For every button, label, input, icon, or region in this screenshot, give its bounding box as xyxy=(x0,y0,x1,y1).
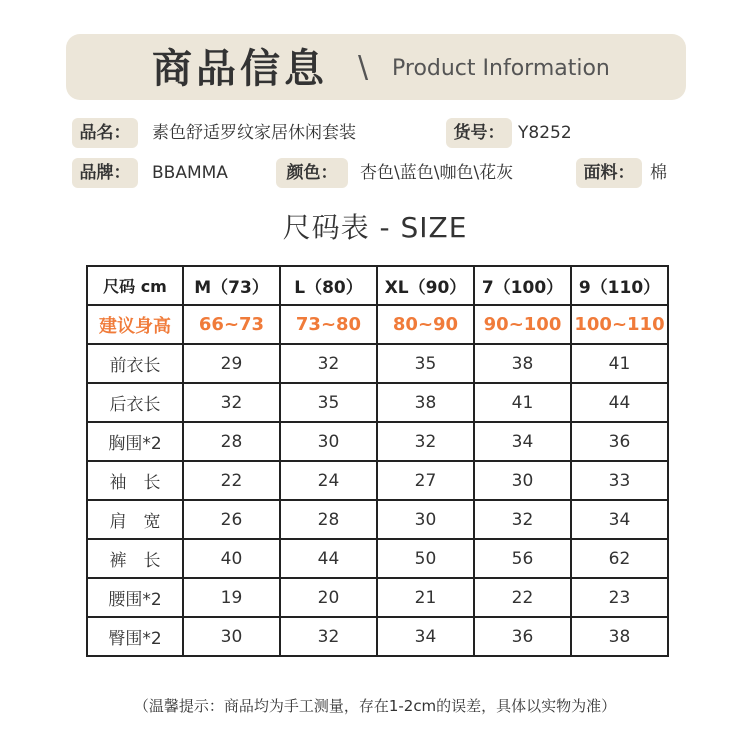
table-cell: 62 xyxy=(571,539,668,578)
table-cell: 臀围*2 xyxy=(87,617,183,656)
table-cell: 36 xyxy=(474,617,571,656)
size-table xyxy=(86,265,669,657)
measurement-note: （温馨提示：商品均为手工测量，存在1-2cm的误差，具体以实物为准） xyxy=(133,697,617,715)
product-name-label: 品名： xyxy=(72,118,138,148)
material-label: 面料： xyxy=(576,158,642,188)
table-cell: 28 xyxy=(280,500,377,539)
table-row xyxy=(87,578,668,617)
table-cell: 22 xyxy=(474,578,571,617)
table-cell: 38 xyxy=(474,344,571,383)
page-subtitle: Product Information xyxy=(392,56,610,81)
table-cell: 66~73 xyxy=(183,305,280,344)
page-title: 商品信息 xyxy=(152,46,328,92)
table-cell: 30 xyxy=(183,617,280,656)
color-value: 杏色\蓝色\咖色\花灰 xyxy=(360,163,514,183)
table-cell: 38 xyxy=(571,617,668,656)
size-chart-title: 尺码表 - SIZE xyxy=(282,211,468,244)
table-cell: 100~110 xyxy=(571,305,668,344)
table-header-row xyxy=(87,266,668,305)
color-label: 颜色： xyxy=(276,158,348,188)
product-code-value: Y8252 xyxy=(518,123,572,143)
table-row xyxy=(87,422,668,461)
header-cell: L（80） xyxy=(280,266,377,305)
table-cell: 44 xyxy=(571,383,668,422)
product-code-label: 货号： xyxy=(446,118,512,148)
table-cell: 建议身高 xyxy=(87,305,183,344)
material-value: 棉 xyxy=(650,163,667,183)
table-cell: 30 xyxy=(377,500,474,539)
table-cell: 28 xyxy=(183,422,280,461)
table-cell: 前衣长 xyxy=(87,344,183,383)
table-cell: 30 xyxy=(280,422,377,461)
table-cell: 73~80 xyxy=(280,305,377,344)
header-cell: 尺码 cm xyxy=(87,266,183,305)
table-cell: 32 xyxy=(280,617,377,656)
product-name-value: 素色舒适罗纹家居休闲套装 xyxy=(152,123,356,143)
table-row xyxy=(87,539,668,578)
table-row xyxy=(87,461,668,500)
table-cell: 胸围*2 xyxy=(87,422,183,461)
brand-label: 品牌： xyxy=(72,158,138,188)
table-cell: 35 xyxy=(280,383,377,422)
table-cell: 29 xyxy=(183,344,280,383)
table-cell: 32 xyxy=(377,422,474,461)
table-cell: 36 xyxy=(571,422,668,461)
table-cell: 34 xyxy=(571,500,668,539)
table-cell: 33 xyxy=(571,461,668,500)
table-cell: 23 xyxy=(571,578,668,617)
table-cell: 26 xyxy=(183,500,280,539)
header-cell: 9（110） xyxy=(571,266,668,305)
table-cell: 44 xyxy=(280,539,377,578)
table-cell: 后衣长 xyxy=(87,383,183,422)
table-cell: 腰围*2 xyxy=(87,578,183,617)
table-cell: 27 xyxy=(377,461,474,500)
table-cell: 30 xyxy=(474,461,571,500)
table-cell: 90~100 xyxy=(474,305,571,344)
table-cell: 34 xyxy=(377,617,474,656)
header-cell: M（73） xyxy=(183,266,280,305)
table-cell: 裤 长 xyxy=(87,539,183,578)
table-cell: 32 xyxy=(474,500,571,539)
table-cell: 50 xyxy=(377,539,474,578)
table-cell: 22 xyxy=(183,461,280,500)
table-cell: 80~90 xyxy=(377,305,474,344)
table-cell: 袖 长 xyxy=(87,461,183,500)
table-cell: 41 xyxy=(571,344,668,383)
table-row xyxy=(87,500,668,539)
table-cell: 肩 宽 xyxy=(87,500,183,539)
table-cell: 35 xyxy=(377,344,474,383)
suggested-height-row xyxy=(87,305,668,344)
table-cell: 20 xyxy=(280,578,377,617)
table-cell: 40 xyxy=(183,539,280,578)
table-row xyxy=(87,344,668,383)
table-cell: 32 xyxy=(280,344,377,383)
table-row xyxy=(87,617,668,656)
table-cell: 19 xyxy=(183,578,280,617)
title-separator: \ xyxy=(358,50,369,85)
table-cell: 21 xyxy=(377,578,474,617)
table-cell: 24 xyxy=(280,461,377,500)
header-cell: XL（90） xyxy=(377,266,474,305)
table-cell: 56 xyxy=(474,539,571,578)
table-cell: 38 xyxy=(377,383,474,422)
table-cell: 41 xyxy=(474,383,571,422)
brand-value: BBAMMA xyxy=(152,163,228,183)
header-cell: 7（100） xyxy=(474,266,571,305)
table-cell: 32 xyxy=(183,383,280,422)
table-cell: 34 xyxy=(474,422,571,461)
table-row xyxy=(87,383,668,422)
